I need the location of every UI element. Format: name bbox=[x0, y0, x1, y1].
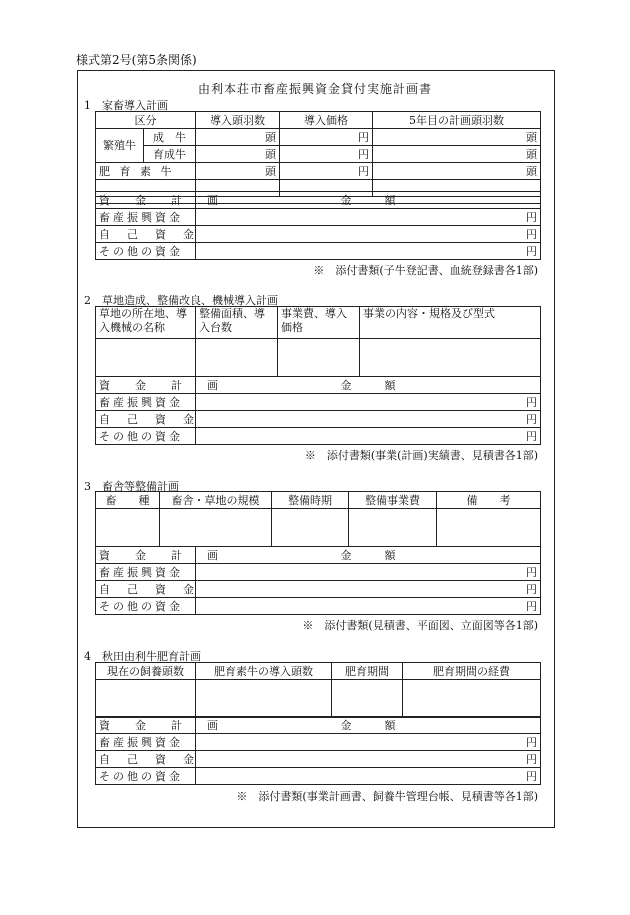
col-area: 整備面積、導入台数 bbox=[196, 307, 278, 339]
count-unit: 頭 bbox=[196, 163, 280, 180]
col-species: 畜 種 bbox=[96, 492, 160, 509]
empty-cell bbox=[196, 339, 278, 377]
col-project-cost: 整備事業費 bbox=[349, 492, 437, 509]
land-machinery-table bbox=[95, 306, 541, 377]
col-fattening-period: 肥育期間 bbox=[332, 663, 403, 680]
empty-cell bbox=[160, 509, 272, 547]
yen-unit: 円 bbox=[196, 394, 541, 411]
funding-row-label: 畜産振興資金 bbox=[96, 394, 196, 411]
section-3-note: ※ 添付書類(見積書、平面図、立面図等各1部) bbox=[302, 619, 538, 632]
col-cost: 事業費、導入価格 bbox=[278, 307, 360, 339]
empty-cell bbox=[272, 509, 349, 547]
col-category: 区分 bbox=[96, 112, 196, 129]
form-label: 様式第2号(第5条関係) bbox=[76, 53, 197, 67]
funding-header-right: 金 額 bbox=[196, 547, 541, 564]
col-intro-count: 肥育素牛の導入頭数 bbox=[196, 663, 332, 680]
funding-row-label: その他の資金 bbox=[96, 243, 196, 260]
funding-header-left: 資 金 計 画 bbox=[96, 717, 196, 734]
col-content: 事業の内容・規格及び型式 bbox=[360, 307, 541, 339]
plan-unit: 頭 bbox=[373, 146, 541, 163]
funding-row-label: 畜産振興資金 bbox=[96, 564, 196, 581]
yen-unit: 円 bbox=[196, 226, 541, 243]
yen-unit: 円 bbox=[196, 598, 541, 615]
count-unit: 頭 bbox=[196, 146, 280, 163]
yen-unit: 円 bbox=[196, 209, 541, 226]
funding-row-label: 自 己 資 金 bbox=[96, 751, 196, 768]
empty-cell bbox=[96, 339, 196, 377]
funding-row-label: 自 己 資 金 bbox=[96, 581, 196, 598]
empty-cell bbox=[360, 339, 541, 377]
funding-row-label: 畜産振興資金 bbox=[96, 734, 196, 751]
yen-unit: 円 bbox=[196, 243, 541, 260]
document-title: 由利本荘市畜産振興資金貸付実施計画書 bbox=[197, 82, 432, 96]
section-2-note: ※ 添付書類(事業(計画)実績書、見積書各1部) bbox=[304, 449, 538, 462]
price-unit: 円 bbox=[280, 163, 373, 180]
price-unit: 円 bbox=[280, 146, 373, 163]
funding-header-left: 資 金 計 画 bbox=[96, 377, 196, 394]
yen-unit: 円 bbox=[196, 581, 541, 598]
row-label: 育成牛 bbox=[144, 146, 196, 163]
funding-row-label: 自 己 資 金 bbox=[96, 226, 196, 243]
col-scale: 畜舎・草地の規模 bbox=[160, 492, 272, 509]
price-unit: 円 bbox=[280, 129, 373, 146]
empty-cell bbox=[437, 509, 541, 547]
col-count: 導入頭羽数 bbox=[196, 112, 280, 129]
empty-cell bbox=[349, 509, 437, 547]
empty-cell bbox=[403, 680, 541, 718]
yen-unit: 円 bbox=[196, 428, 541, 445]
funding-table bbox=[95, 191, 541, 260]
col-price: 導入価格 bbox=[280, 112, 373, 129]
section-4-heading: 4 秋田由利牛肥育計画 bbox=[84, 650, 201, 663]
funding-row-label: その他の資金 bbox=[96, 768, 196, 785]
funding-row-label: その他の資金 bbox=[96, 428, 196, 445]
section-1-note: ※ 添付書類(子牛登記書、血統登録書各1部) bbox=[313, 264, 538, 277]
funding-table bbox=[95, 376, 541, 445]
section-1-heading: 1 家畜導入計画 bbox=[84, 99, 168, 112]
barn-table bbox=[95, 491, 541, 547]
col-remarks: 備 考 bbox=[437, 492, 541, 509]
section-2-heading: 2 草地造成、整備改良、機械導入計画 bbox=[84, 294, 278, 307]
yen-unit: 円 bbox=[196, 564, 541, 581]
col-period: 整備時期 bbox=[272, 492, 349, 509]
empty-cell bbox=[278, 339, 360, 377]
funding-header-right: 金 額 bbox=[196, 192, 541, 209]
plan-unit: 頭 bbox=[373, 129, 541, 146]
empty-cell bbox=[96, 509, 160, 547]
section-3-heading: 3 畜舎等整備計画 bbox=[84, 480, 179, 493]
yen-unit: 円 bbox=[196, 751, 541, 768]
funding-header-left: 資 金 計 画 bbox=[96, 547, 196, 564]
col-location: 草地の所在地、導入機械の名称 bbox=[96, 307, 196, 339]
count-unit: 頭 bbox=[196, 129, 280, 146]
funding-table bbox=[95, 546, 541, 615]
col-plan: 5年目の計画頭羽数 bbox=[373, 112, 541, 129]
funding-row-label: その他の資金 bbox=[96, 598, 196, 615]
section-4-note: ※ 添付書類(事業計画書、飼養牛管理台帳、見積書等各1部) bbox=[236, 790, 538, 803]
plan-unit: 頭 bbox=[373, 163, 541, 180]
funding-header-right: 金 額 bbox=[196, 717, 541, 734]
col-fattening-cost: 肥育期間の経費 bbox=[403, 663, 541, 680]
funding-row-label: 自 己 資 金 bbox=[96, 411, 196, 428]
empty-cell bbox=[96, 680, 196, 718]
empty-cell bbox=[332, 680, 403, 718]
yen-unit: 円 bbox=[196, 411, 541, 428]
funding-table bbox=[95, 716, 541, 785]
funding-row-label: 畜産振興資金 bbox=[96, 209, 196, 226]
col-current-count: 現在の飼養頭数 bbox=[96, 663, 196, 680]
yen-unit: 円 bbox=[196, 768, 541, 785]
funding-header-right: 金 額 bbox=[196, 377, 541, 394]
empty-cell bbox=[196, 680, 332, 718]
row-label: 肥 育 素 牛 bbox=[96, 163, 196, 180]
row-label: 成 牛 bbox=[144, 129, 196, 146]
breeding-group-label: 繁殖牛 bbox=[96, 129, 144, 163]
yen-unit: 円 bbox=[196, 734, 541, 751]
fattening-table bbox=[95, 662, 541, 718]
funding-header-left: 資 金 計 画 bbox=[96, 192, 196, 209]
